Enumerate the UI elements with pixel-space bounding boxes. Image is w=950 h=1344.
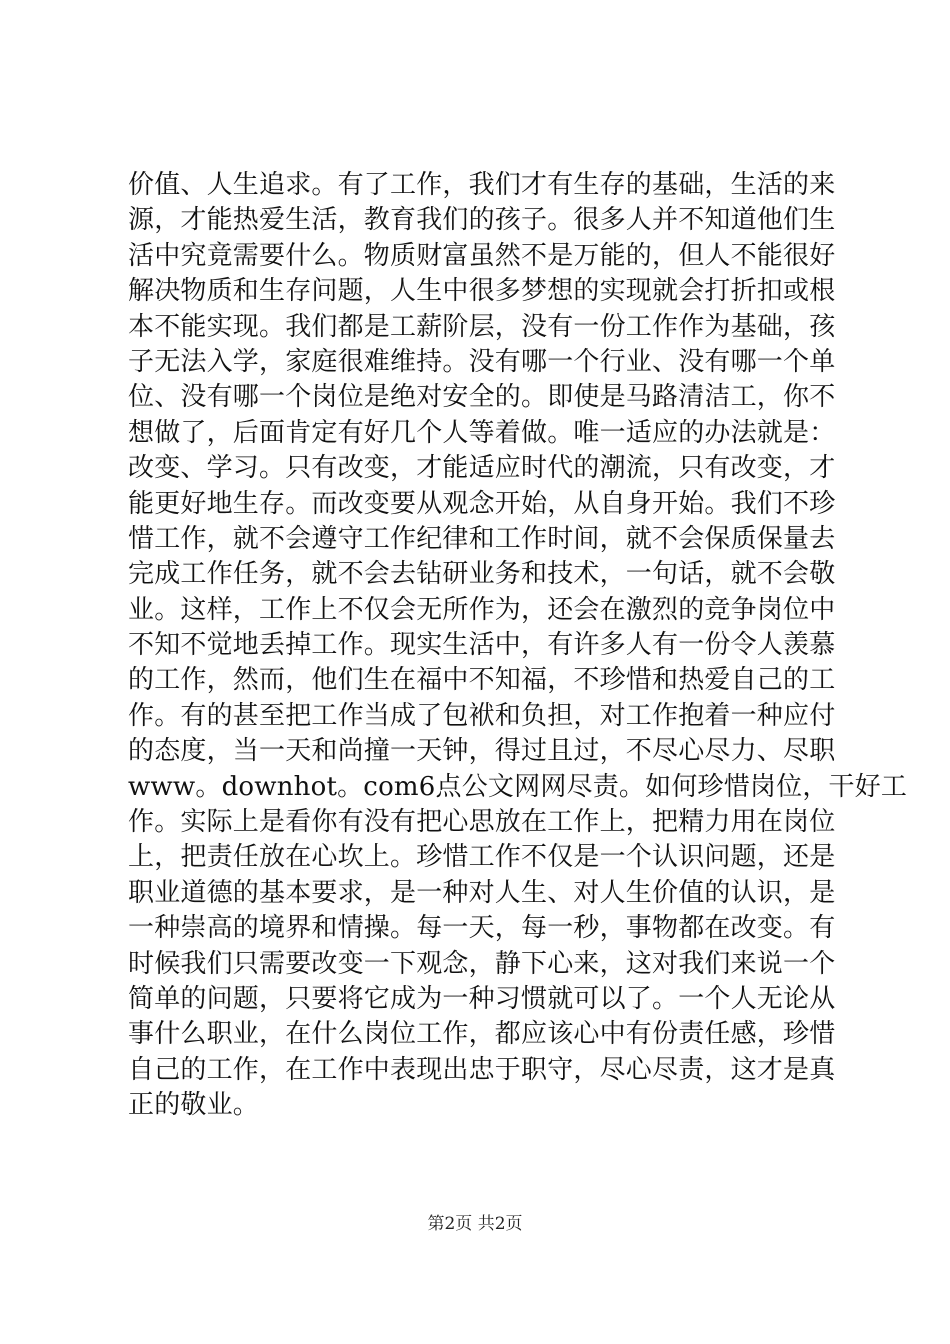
text-line: 活中究竟需要什么。物质财富虽然不是万能的，但人不能很好: [128, 240, 836, 271]
text-line: 解决物质和生存问题，人生中很多梦想的实现就会打折扣或根: [128, 276, 836, 307]
text-line: 的态度，当一天和尚撞一天钟，得过且过，不尽心尽力、尽职: [128, 736, 836, 767]
page-footer: [0, 1212, 950, 1236]
text-line: 改变、学习。只有改变，才能适应时代的潮流，只有改变，才: [128, 453, 836, 484]
text-line: 上，把责任放在心坎上。珍惜工作不仅是一个认识问题，还是: [128, 842, 836, 873]
text-line: 不知不觉地丢掉工作。现实生活中，有许多人有一份令人羡慕: [128, 630, 836, 661]
text-line: 一种崇高的境界和情操。每一天，每一秒，事物都在改变。有: [128, 913, 836, 944]
body-paragraph: [128, 168, 908, 1124]
text-line: 自己的工作，在工作中表现出忠于职守，尽心尽责，这才是真: [128, 1054, 836, 1085]
text-line: 子无法入学，家庭很难维持。没有哪一个行业、没有哪一个单: [128, 346, 836, 377]
text-line: 事什么职业，在什么岗位工作，都应该心中有份责任感，珍惜: [128, 1019, 836, 1050]
text-line: www。downhot。com6点公文网网尽责。如何珍惜岗位，干好工: [128, 771, 908, 802]
text-line: 想做了，后面肯定有好几个人等着做。唯一适应的办法就是：: [128, 417, 836, 448]
text-line: 完成工作任务，就不会去钻研业务和技术，一句话，就不会敬: [128, 559, 836, 590]
text-line: 正的敬业。: [128, 1090, 260, 1121]
text-line: 能更好地生存。而改变要从观念开始，从自身开始。我们不珍: [128, 488, 836, 519]
text-line: 价值、人生追求。有了工作，我们才有生存的基础，生活的来: [128, 170, 836, 200]
text-line: 的工作，然而，他们生在福中不知福，不珍惜和热爱自己的工: [128, 665, 836, 696]
text-line: 作。有的甚至把工作当成了包袱和负担，对工作抱着一种应付: [128, 700, 836, 731]
text-line: 惜工作，就不会遵守工作纪律和工作时间，就不会保质保量去: [128, 523, 836, 554]
text-line: 业。这样，工作上不仅会无所作为，还会在激烈的竞争岗位中: [128, 594, 836, 625]
text-line: 时候我们只需要改变一下观念，静下心来，这对我们来说一个: [128, 948, 836, 979]
text-line: 职业道德的基本要求，是一种对人生、对人生价值的认识，是: [128, 877, 836, 908]
text-line: 简单的问题，只要将它成为一种习惯就可以了。一个人无论从: [128, 983, 836, 1014]
page-number: 第2页 共2页: [427, 1214, 523, 1234]
text-line: 本不能实现。我们都是工薪阶层，没有一份工作作为基础，孩: [128, 311, 836, 342]
text-line: 源，才能热爱生活，教育我们的孩子。很多人并不知道他们生: [128, 205, 836, 236]
text-line: 作。实际上是看你有没有把心思放在工作上，把精力用在岗位: [128, 807, 836, 838]
text-line: 位、没有哪一个岗位是绝对安全的。即使是马路清洁工，你不: [128, 382, 836, 413]
